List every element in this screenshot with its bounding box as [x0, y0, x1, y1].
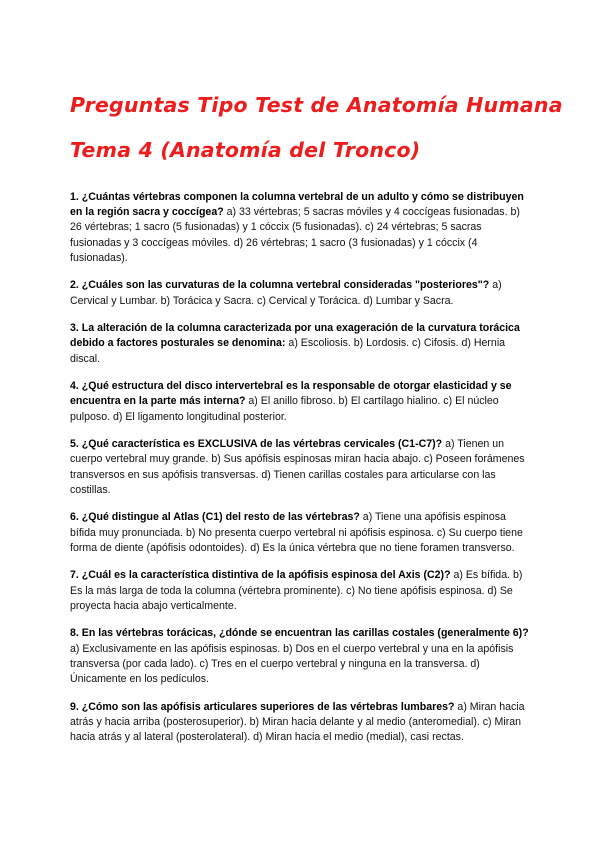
document-title	[70, 92, 563, 163]
question-5-answers: a) Tienen un cuerpo vertebral muy grande. b) Sus apófisis espinosas miran hacia abajo. c) Poseen forámenes transversos en sus apófisis transversas. d) Tienen carillas costales para articularse con las costillas.	[70, 438, 525, 496]
question-5-text: 5. ¿Qué característica es EXCLUSIVA de las vértebras cervicales (C1-C7)?	[70, 438, 443, 451]
question-6-text: 6. ¿Qué distingue al Atlas (C1) del resto de las vértebras?	[70, 511, 360, 524]
question-2-text: 2. ¿Cuáles son las curvaturas de la columna vertebral consideradas "posteriores"?	[70, 279, 490, 292]
question-3	[70, 321, 530, 367]
question-9-answers: a) Miran hacia atrás y hacia arriba (posterosuperior). b) Miran hacia delante y al medio (anteromedial). c) Miran hacia atrás y al lateral (posterolateral). d) Miran hacia el medio (medial), casi rectas.	[70, 700, 525, 744]
question-6	[70, 510, 530, 556]
question-4-text: 4. ¿Qué estructura del disco intervertebral es la responsable de otorgar elasticidad y se encuentra en la parte más interna?	[70, 380, 512, 408]
question-3-text: 3. La alteración de la columna caracterizada por una exageración de la curvatura torácica debido a factores posturales se denomina:	[70, 322, 520, 350]
question-7	[70, 568, 530, 614]
question-2-answers: a) Cervical y Lumbar. b) Torácica y Sacra. c) Cervical y Torácica. d) Lumbar y Sacra.	[70, 279, 502, 307]
question-4	[70, 379, 530, 425]
question-1-text: 1. ¿Cuántas vértebras componen la columna vertebral de un adulto y cómo se distribuyen en la región sacra y coccígea?	[70, 191, 524, 219]
question-1-answers: a) 33 vértebras; 5 sacras móviles y 4 coccígeas fusionadas. b) 26 vértebras; 1 sacro (5 fusionadas) y 1 cóccix (5 fusionadas). c) 24 vértebras; 5 sacras fusionadas y 3 coccígeas móviles. d) 26 vértebras; 1 sacro (3 fusionadas) y 1 cóccix (4 fusionadas).	[70, 206, 520, 264]
question-3-answers: a) Escoliosis. b) Lordosis. c) Cifosis. d) Hernia discal.	[70, 337, 506, 365]
question-8	[70, 626, 530, 687]
question-1	[70, 190, 530, 266]
question-8-text: 8. En las vértebras torácicas, ¿dónde se encuentran las carillas costales (generalmente 6)?	[70, 627, 529, 640]
question-7-answers: a) Es bífida. b) Es la más larga de toda la columna (vértebra prominente). c) No tiene apófisis espinosa. d) Se proyecta hacia abajo verticalmente.	[70, 569, 523, 612]
question-7-text: 7. ¿Cuál es la característica distintiva de la apófisis espinosa del Axis (C2)?	[70, 569, 451, 582]
question-6-answers: a) Tiene una apófisis espinosa bífida muy pronunciada. b) No presenta cuerpo vertebral ni apófisis espinosa. c) Su cuerpo tiene forma de diente (apófisis odontoides). d) Es la única vértebra que no tiene foramen transverso.	[70, 511, 523, 554]
question-9-text: 9. ¿Cómo son las apófisis articulares superiores de las vértebras lumbares?	[70, 700, 455, 713]
question-9	[70, 700, 530, 746]
question-list	[70, 190, 530, 758]
question-4-answers: a) El anillo fibroso. b) El cartílago hialino. c) El núcleo pulposo. d) El ligamento longitudinal posterior.	[70, 395, 499, 423]
question-8-answers: a) Exclusivamente en las apófisis espinosas. b) Dos en el cuerpo vertebral y una en la apófisis transversa (por cada lado). c) Tres en el cuerpo vertebral y ninguna en la transversa. d) Únicamente en los pedículos.	[70, 642, 514, 686]
title-line-1: Preguntas Tipo Test de Anatomía Humana	[70, 93, 563, 117]
question-2	[70, 278, 530, 308]
title-line-2: Tema 4 (Anatomía del Tronco)	[70, 138, 421, 162]
question-5	[70, 437, 530, 498]
